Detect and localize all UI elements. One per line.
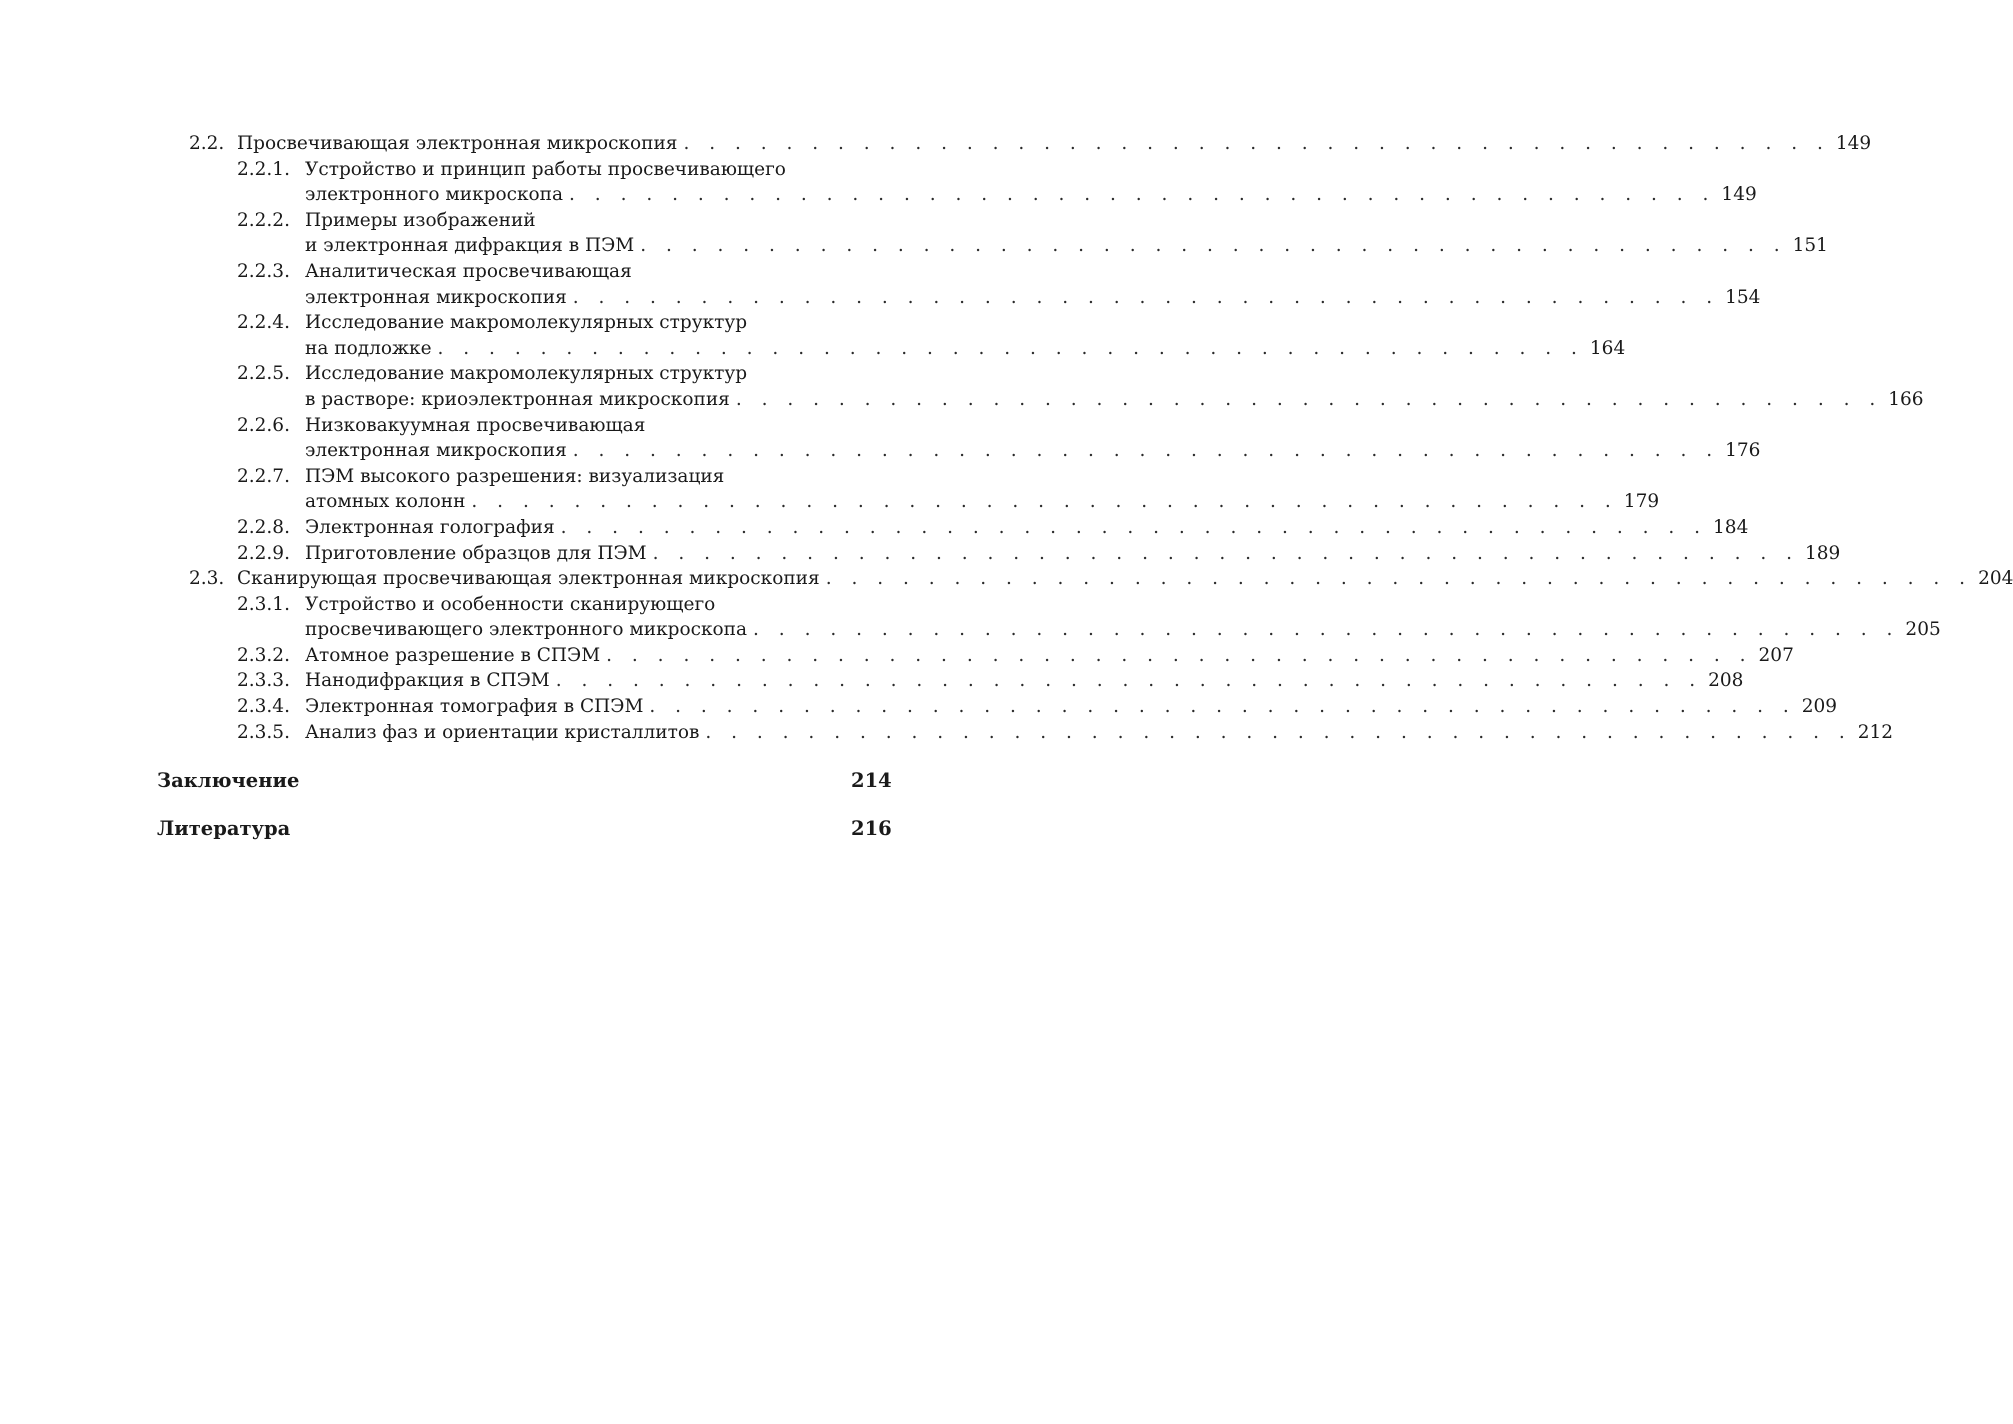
toc-entry-2-2-9[interactable] [157,541,1841,567]
section-title: Электронная томография в СПЭМ [305,696,644,718]
toc-entry-2-2-1[interactable] [157,157,891,183]
toc-entry-2-3-1-cont[interactable] [157,617,1941,643]
toc-entry-2-2-2-cont[interactable] [157,233,1828,259]
toc-entry-2-3-2[interactable] [157,643,1794,669]
page-number: 204 [1978,568,2013,590]
section-title-cont: электронная микроскопия [305,440,567,462]
toc-entry-2-3-5[interactable] [157,720,1894,746]
page-number: 216 [851,817,892,841]
dot-leader: . . . . . . . . . . . . . . . . . . . . . . . . . . . . . . . . . . . . . . . . . . . . . [649,696,1796,718]
section-number: 2.2.5. [237,363,290,385]
section-number: 2.2.8. [237,516,290,538]
page-number: 149 [1721,184,1757,206]
chapter-title: Литература [157,817,291,841]
section-title: Электронная голография [305,516,555,538]
toc-entry-2-2[interactable] [157,131,1872,157]
section-title-cont: атомных колонн [305,491,466,513]
dot-leader: . . . . . . . . . . . . . . . . . . . . . . . . . . . . . . . . . . . . . . . . . . . . . [683,133,1830,154]
dot-leader: . . . . . . . . . . . . . . . . . . . . . . . . . . . . . . . . . . . . . . . . . . . . . [735,388,1883,410]
section-title: Аналитическая просвечивающая [305,260,632,282]
section-number: 2.2.6. [237,414,290,436]
toc-entry-2-3[interactable] [157,566,2013,592]
toc-entry-literature[interactable] [157,816,891,842]
toc-entry-2-2-5-cont[interactable] [157,387,1924,413]
dot-leader: . . . . . . . . . . . . . . . . . . . . . . . . . . . . . . . . . . . . . . . . . . . . . [572,440,1720,462]
page-number: 184 [1713,516,1749,538]
section-number: 2.2.9. [237,542,290,564]
section-number: 2.2. [189,133,225,154]
section-number: 2.3.2. [237,644,290,666]
section-title: Атомное разрешение в СПЭМ [305,644,601,666]
dot-leader: . . . . . . . . . . . . . . . . . . . . . . . . . . . . . . . . . . . . . . . . . . . . . [606,644,1753,666]
dot-leader: . . . . . . . . . . . . . . . . . . . . . . . . . . . . . . . . . . . . . . . . . . . . . [825,568,1973,590]
section-number: 2.3.3. [237,670,290,692]
toc-entry-2-2-4-cont[interactable] [157,336,1626,362]
page-number: 151 [1792,235,1828,257]
section-title-cont: электронного микроскопа [305,184,564,206]
dot-leader: . . . . . . . . . . . . . . . . . . . . . . . . . . . . . . . . . . . . . . . . . . . . . [753,619,1900,641]
page-number: 205 [1905,619,1941,641]
toc-entry-2-2-5[interactable] [157,361,891,387]
toc-entry-2-2-7-cont[interactable] [157,489,1660,515]
section-number: 2.3.4. [237,696,290,718]
section-title: Анализ фаз и ориентации кристаллитов [305,721,700,743]
toc-entry-2-2-3[interactable] [157,259,891,285]
toc-entry-2-3-1[interactable] [157,592,891,618]
page-number: 208 [1708,670,1744,692]
section-title: Примеры изображений [305,209,536,231]
section-title: Устройство и особенности сканирующего [305,593,716,615]
page-number: 176 [1725,440,1761,462]
dot-leader: . . . . . . . . . . . . . . . . . . . . . . . . . . . . . . . . . . . . . . . . . . . . . [471,491,1618,513]
toc-entry-2-3-3[interactable] [157,668,1744,694]
section-title-cont: на подложке [305,337,432,359]
toc-entry-conclusion[interactable] [157,768,891,794]
page-number: 189 [1804,542,1841,564]
page-number: 166 [1888,388,1924,410]
section-title: Низковакуумная просвечивающая [305,414,646,436]
toc-entry-2-2-3-cont[interactable] [157,285,1761,311]
dot-leader: . . . . . . . . . . . . . . . . . . . . . . . . . . . . . . . . . . . . . . . . . . . . . [555,670,1703,692]
section-number: 2.2.2. [237,209,290,231]
toc-entry-2-2-1-cont[interactable] [157,182,1757,208]
page-number: 209 [1801,696,1838,718]
page-number: 207 [1758,644,1794,666]
toc-entry-2-2-4[interactable] [157,310,891,336]
toc-entry-2-2-6[interactable] [157,413,891,439]
toc-entry-2-3-4[interactable] [157,694,1838,720]
section-number: 2.3.1. [237,593,290,615]
section-title-cont: просвечивающего электронного микроскопа [305,619,748,641]
page-number: 154 [1725,286,1761,308]
section-title-cont: в растворе: криоэлектронная микроскопия [305,388,730,410]
dot-leader: . . . . . . . . . . . . . . . . . . . . . . . . . . . . . . . . . . . . . . . . . . . . . [640,235,1787,257]
dot-leader: . . . . . . . . . . . . . . . . . . . . . . . . . . . . . . . . . . . . . . . . . . . . . [569,184,1716,206]
toc-entry-2-2-8[interactable] [157,515,1749,541]
section-title: Исследование макромолекулярных структур [305,312,748,334]
section-number: 2.2.4. [237,312,290,334]
page-number: 214 [851,769,892,793]
section-number: 2.2.7. [237,465,290,487]
chapter-title: Заключение [157,769,300,793]
dot-leader: . . . . . . . . . . . . . . . . . . . . . . . . . . . . . . . . . . . . . . . . . . . . . [437,337,1584,359]
section-title-cont: и электронная дифракция в ПЭМ [305,235,635,257]
section-title: Просвечивающая электронная микроскопия [237,133,678,154]
section-number: 2.3. [189,568,225,590]
page-number: 212 [1857,721,1894,743]
page-number: 164 [1589,337,1626,359]
section-title: Приготовление образцов для ПЭМ [305,542,647,564]
section-title: Нанодифракция в СПЭМ [305,670,550,692]
section-number: 2.3.5. [237,721,290,743]
section-title: Устройство и принцип работы просвечивающего [305,158,786,180]
dot-leader: . . . . . . . . . . . . . . . . . . . . . . . . . . . . . . . . . . . . . . . . . . . . . [560,516,1708,538]
section-title-cont: электронная микроскопия [305,286,567,308]
section-number: 2.2.3. [237,260,290,282]
table-of-contents [157,131,2013,842]
dot-leader: . . . . . . . . . . . . . . . . . . . . . . . . . . . . . . . . . . . . . . . . . . . . . [572,286,1720,308]
dot-leader: . . . . . . . . . . . . . . . . . . . . . . . . . . . . . . . . . . . . . . . . . . . . . [705,721,1852,743]
section-title: Сканирующая просвечивающая электронная микроскопия [237,568,820,590]
section-title: Исследование макромолекулярных структур [305,363,748,385]
dot-leader: . . . . . . . . . . . . . . . . . . . . . . . . . . . . . . . . . . . . . . . . . . . . . [652,542,1799,564]
toc-entry-2-2-2[interactable] [157,208,891,234]
page-number: 149 [1835,133,1872,154]
section-number: 2.2.1. [237,158,290,180]
section-title: ПЭМ высокого разрешения: визуализация [305,465,725,487]
toc-entry-2-2-7[interactable] [157,464,891,490]
page-number: 179 [1623,491,1660,513]
toc-entry-2-2-6-cont[interactable] [157,438,1761,464]
